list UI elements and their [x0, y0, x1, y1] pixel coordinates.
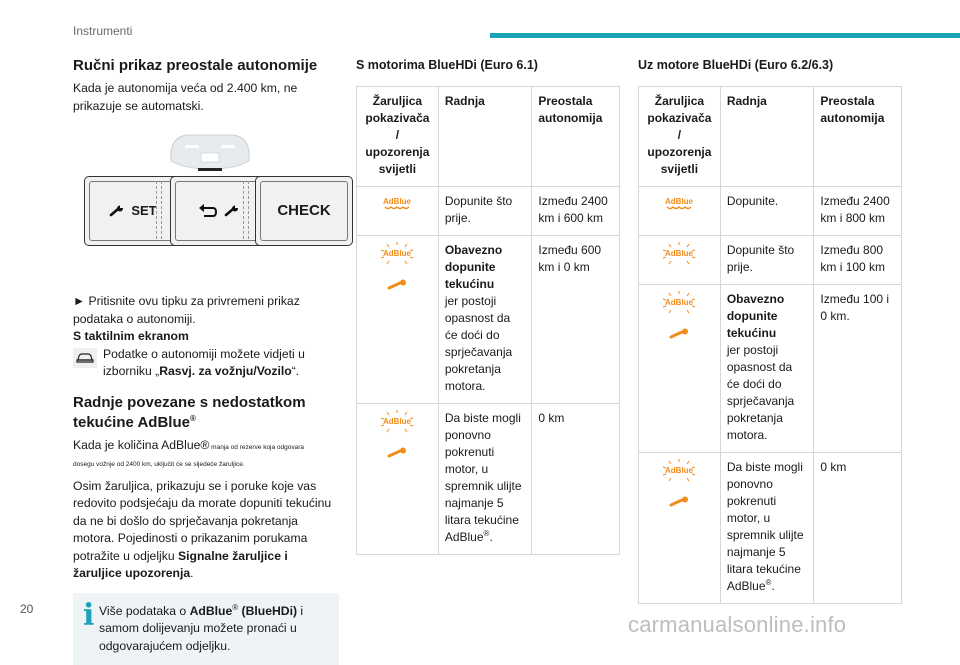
adblue-service-icon — [379, 242, 415, 294]
return-arrow-icon — [198, 204, 218, 218]
info-icon: i — [83, 603, 93, 656]
table-row — [639, 285, 902, 453]
info-box: i Više podataka o AdBlue® (BlueHDi) i samom dolijevanju možete pronaći u odgovarajućem odjeljku. — [73, 593, 339, 665]
action-cell: Obavezno dopunite tekućinu jer postoji opasnost da će doći do sprječavanja pokretanja motora. — [438, 236, 532, 404]
section-title-manual-range: Ručni prikaz preostale autonomije — [73, 56, 339, 76]
check-button[interactable] — [255, 176, 353, 246]
lamp-cell — [639, 285, 721, 453]
paragraph-messages: Osim žaruljica, prikazuju se i poruke koje vas redovito podsjećaju da morate dopuniti tekućinu da ne bi došlo do sprječavanja pokretanja motora. Pojedinosti o prikazanim porukama potražite u odjeljku Signalne žaruljice i žaruljice upozorenja. — [73, 478, 339, 583]
wrench-icon — [109, 205, 125, 217]
table-row — [357, 236, 620, 404]
lamp-cell — [357, 236, 439, 404]
adblue-service-icon — [661, 291, 697, 343]
table1-header-action: Radnja — [438, 87, 532, 187]
table2-title: Uz motore BlueHDi (Euro 6.2/6.3) — [638, 58, 833, 72]
adblue-warning-icon — [379, 193, 415, 213]
table-row — [357, 404, 620, 555]
adblue-flashing-icon — [661, 242, 697, 266]
car-icon — [73, 348, 97, 368]
table2-header-action: Radnja — [720, 87, 814, 187]
svg-text:AdBlue: AdBlue — [665, 197, 694, 206]
touchscreen-block: Podatke o autonomiji možete vidjeti u izborniku „Rasvj. za vožnju/Vozilo“. — [73, 346, 339, 381]
table-row — [639, 236, 902, 285]
range-cell: Između 2400 km i 600 km — [532, 187, 620, 236]
action-cell: Dopunite što prije. — [438, 187, 532, 236]
table2-header-lamp: Žaruljica pokazivača / upozorenja svijetli — [639, 87, 721, 187]
lamp-cell — [357, 187, 439, 236]
svg-text:AdBlue: AdBlue — [665, 466, 694, 475]
table1-header-lamp: Žaruljica pokazivača / upozorenja svijetli — [357, 87, 439, 187]
arrow-bullet-icon: ► — [73, 294, 85, 308]
back-wrench-button[interactable] — [170, 176, 268, 246]
adblue-service-icon — [379, 410, 415, 462]
menu-name: Rasvj. za vožnju/Vozilo — [159, 364, 292, 378]
action-cell: Dopunite što prije. — [720, 236, 814, 285]
touchscreen-heading: S taktilnim ekranom — [73, 328, 339, 346]
left-column — [73, 56, 339, 665]
dashboard-icon — [165, 131, 255, 173]
table1-header-range: Preostala autonomija — [532, 87, 620, 187]
svg-text:AdBlue: AdBlue — [383, 197, 412, 206]
action-cell: Da biste mogli ponovno pokrenuti motor, u spremnik ulijte najmanje 5 litara tekućine AdBlue®. — [720, 453, 814, 604]
svg-text:AdBlue: AdBlue — [665, 298, 694, 307]
table-row — [639, 187, 902, 236]
svg-text:AdBlue: AdBlue — [383, 417, 412, 426]
adblue-warning-icon — [661, 193, 697, 213]
lamp-cell — [639, 187, 721, 236]
table-row — [639, 453, 902, 604]
table-row — [357, 187, 620, 236]
page-number: 20 — [20, 602, 33, 616]
wrench-icon — [224, 205, 240, 217]
paragraph-adblue-quantity: Kada je količina AdBlue® manja od rezerve koja odgovara dosegu vožnje od 2400 km, uključit će se sljedeće žaruljice. — [73, 437, 339, 472]
instrument-illustration — [73, 115, 339, 293]
range-cell: Između 800 km i 100 km — [814, 236, 902, 285]
running-header: Instrumenti — [73, 24, 132, 38]
action-cell: Obavezno dopunite tekućinu jer postoji opasnost da će doći do sprječavanja pokretanja motora. — [720, 285, 814, 453]
table2-header-range: Preostala autonomija — [814, 87, 902, 187]
table2 — [638, 86, 902, 604]
lamp-cell — [639, 453, 721, 604]
lamp-cell — [639, 236, 721, 285]
adblue-service-icon — [661, 459, 697, 511]
set-button[interactable] — [84, 176, 182, 246]
range-cell: 0 km — [814, 453, 902, 604]
range-cell: Između 100 i 0 km. — [814, 285, 902, 453]
svg-text:AdBlue: AdBlue — [665, 249, 694, 258]
set-label: SET — [131, 202, 156, 220]
action-cell: Da biste mogli ponovno pokrenuti motor, u spremnik ulijte najmanje 5 litara tekućine AdBlue®. — [438, 404, 532, 555]
range-cell: Između 600 km i 0 km — [532, 236, 620, 404]
watermark: carmanualsonline.info — [628, 612, 846, 638]
table1-title: S motorima BlueHDi (Euro 6.1) — [356, 58, 538, 72]
section-title-adblue: Radnje povezane s nedostatkom tekućine AdBlue® — [73, 393, 339, 433]
svg-text:AdBlue: AdBlue — [383, 249, 412, 258]
range-cell: 0 km — [532, 404, 620, 555]
header-accent-bar — [490, 33, 960, 38]
paragraph-auto-display: Kada je autonomija veća od 2.400 km, ne prikazuje se automatski. — [73, 80, 339, 115]
table1 — [356, 86, 620, 555]
check-label: CHECK — [277, 202, 330, 220]
action-cell: Dopunite. — [720, 187, 814, 236]
lamp-cell — [357, 404, 439, 555]
paragraph-press-button: ► Pritisnite ovu tipku za privremeni prikaz podataka o autonomiji. — [73, 293, 339, 328]
range-cell: Između 2400 km i 800 km — [814, 187, 902, 236]
